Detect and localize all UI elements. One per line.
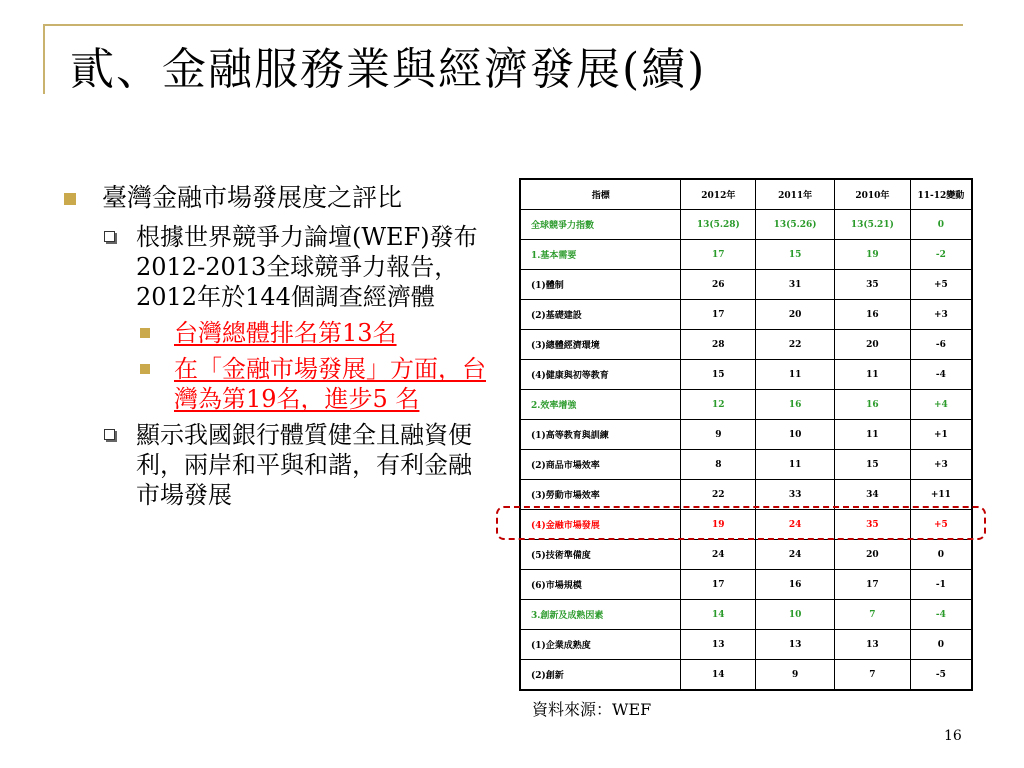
page-number: 16 — [944, 728, 962, 744]
table-row-label: (1)企業成熟度 — [520, 630, 681, 660]
table-row-label: 3.創新及成熟因素 — [520, 600, 681, 630]
table-cell: 8 — [681, 450, 756, 480]
table-row — [520, 390, 972, 420]
table-row-label: (4)金融市場發展 — [520, 510, 681, 540]
wef-ranking-table-wrap — [519, 178, 973, 691]
table-row — [520, 420, 972, 450]
table-row-label: (5)技術準備度 — [520, 540, 681, 570]
financial-market-highlight-box — [496, 506, 986, 540]
table-cell: 10 — [756, 600, 835, 630]
table-cell: +4 — [910, 390, 972, 420]
table-cell: 7 — [834, 600, 910, 630]
table-cell: 11 — [756, 360, 835, 390]
table-cell: -2 — [910, 240, 972, 270]
table-cell: 17 — [681, 570, 756, 600]
table-cell: 7 — [834, 660, 910, 691]
table-cell: 17 — [834, 570, 910, 600]
table-cell: 20 — [756, 300, 835, 330]
table-row-label: 2.效率增強 — [520, 390, 681, 420]
table-row — [520, 300, 972, 330]
table-cell: 9 — [756, 660, 835, 691]
table-cell: 15 — [834, 450, 910, 480]
frame-top-line — [43, 24, 963, 26]
bullet-text: 在「金融市場發展」方面，台灣為第19名，進步5 名 — [174, 355, 486, 413]
table-cell: 13 — [834, 630, 910, 660]
table-row-label: (2)商品市場效率 — [520, 450, 681, 480]
table-cell: 20 — [834, 330, 910, 360]
table-row-label: (3)總體經濟環境 — [520, 330, 681, 360]
table-cell: 0 — [910, 630, 972, 660]
table-cell: 35 — [834, 270, 910, 300]
table-cell: -6 — [910, 330, 972, 360]
table-cell: 33 — [756, 480, 835, 510]
bullet-text: 顯示我國銀行體質健全且融資便利，兩岸和平與和諧，有利金融市場發展 — [136, 421, 472, 509]
table-cell: 22 — [756, 330, 835, 360]
square-bullet-icon — [64, 193, 76, 205]
table-row — [520, 360, 972, 390]
table-cell: 11 — [834, 360, 910, 390]
table-row — [520, 240, 972, 270]
table-row — [520, 480, 972, 510]
box-bullet-icon — [104, 231, 115, 242]
table-row — [520, 210, 972, 240]
table-cell: 24 — [756, 540, 835, 570]
table-cell: +5 — [910, 510, 972, 540]
table-row-label: (1)體制 — [520, 270, 681, 300]
table-cell: 20 — [834, 540, 910, 570]
table-row-label: (2)創新 — [520, 660, 681, 691]
bullet-level1 — [62, 182, 492, 214]
table-cell: 17 — [681, 300, 756, 330]
table-cell: 19 — [681, 510, 756, 540]
table-row — [520, 330, 972, 360]
table-cell: +3 — [910, 300, 972, 330]
table-row-label: (2)基礎建設 — [520, 300, 681, 330]
table-cell: 16 — [756, 570, 835, 600]
table-cell: 19 — [834, 240, 910, 270]
table-row-label: (1)高等教育與訓練 — [520, 420, 681, 450]
table-cell: 16 — [834, 390, 910, 420]
table-cell: 11 — [756, 450, 835, 480]
bullet-level3 — [62, 318, 492, 348]
frame-left-line — [43, 24, 45, 94]
table-header-cell: 2010年 — [834, 179, 910, 210]
table-header-cell: 指標 — [520, 179, 681, 210]
table-cell: 13 — [756, 630, 835, 660]
bullet-text: 台灣總體排名第13名 — [174, 319, 397, 347]
wef-ranking-table — [519, 178, 973, 691]
table-cell: -4 — [910, 600, 972, 630]
bullet-text: 根據世界競爭力論壇(WEF)發布2012-2013全球競爭力報告，2012年於144個調查經濟體 — [136, 223, 478, 311]
bullet-level2 — [62, 222, 492, 312]
table-row — [520, 600, 972, 630]
table-row — [520, 270, 972, 300]
square-bullet-icon — [140, 328, 150, 338]
table-cell: +3 — [910, 450, 972, 480]
table-row — [520, 660, 972, 691]
table-cell: 13(5.21) — [834, 210, 910, 240]
table-header-row — [520, 179, 972, 210]
table-cell: +5 — [910, 270, 972, 300]
table-row — [520, 540, 972, 570]
table-cell: 22 — [681, 480, 756, 510]
table-cell: 12 — [681, 390, 756, 420]
table-row-label: (4)健康與初等教育 — [520, 360, 681, 390]
table-header-cell: 11-12變動 — [910, 179, 972, 210]
table-cell: 14 — [681, 660, 756, 691]
table-cell: 13(5.28) — [681, 210, 756, 240]
bullet-level2 — [62, 420, 492, 510]
bullet-level3 — [62, 354, 492, 414]
square-bullet-icon — [140, 364, 150, 374]
table-cell: -5 — [910, 660, 972, 691]
table-cell: 16 — [834, 300, 910, 330]
slide-title: 貳、金融服務業與經濟發展(續) — [70, 44, 707, 95]
table-cell: 10 — [756, 420, 835, 450]
bullet-content — [62, 182, 492, 516]
table-row — [520, 630, 972, 660]
table-cell: 35 — [834, 510, 910, 540]
table-row — [520, 570, 972, 600]
table-row-label: 1.基本需要 — [520, 240, 681, 270]
box-bullet-icon — [104, 429, 115, 440]
table-cell: 9 — [681, 420, 756, 450]
table-cell: 15 — [756, 240, 835, 270]
table-cell: 14 — [681, 600, 756, 630]
table-cell: 31 — [756, 270, 835, 300]
table-cell: 13(5.26) — [756, 210, 835, 240]
table-cell: 24 — [756, 510, 835, 540]
table-header-cell: 2012年 — [681, 179, 756, 210]
table-cell: -4 — [910, 360, 972, 390]
table-cell: 24 — [681, 540, 756, 570]
table-row-label: (3)勞動市場效率 — [520, 480, 681, 510]
table-cell: 13 — [681, 630, 756, 660]
table-cell: +11 — [910, 480, 972, 510]
table-body — [520, 210, 972, 691]
table-header-cell: 2011年 — [756, 179, 835, 210]
table-cell: 26 — [681, 270, 756, 300]
source-note: 資料來源：WEF — [532, 700, 652, 719]
table-cell: 34 — [834, 480, 910, 510]
table-cell: 28 — [681, 330, 756, 360]
table-row-label: 全球競爭力指數 — [520, 210, 681, 240]
table-row — [520, 450, 972, 480]
bullet-text: 臺灣金融市場發展度之評比 — [102, 183, 403, 212]
table-cell: 0 — [910, 540, 972, 570]
table-cell: 11 — [834, 420, 910, 450]
table-cell: 0 — [910, 210, 972, 240]
table-cell: 15 — [681, 360, 756, 390]
table-cell: 17 — [681, 240, 756, 270]
table-cell: -1 — [910, 570, 972, 600]
table-cell: +1 — [910, 420, 972, 450]
table-cell: 16 — [756, 390, 835, 420]
table-row-label: (6)市場規模 — [520, 570, 681, 600]
